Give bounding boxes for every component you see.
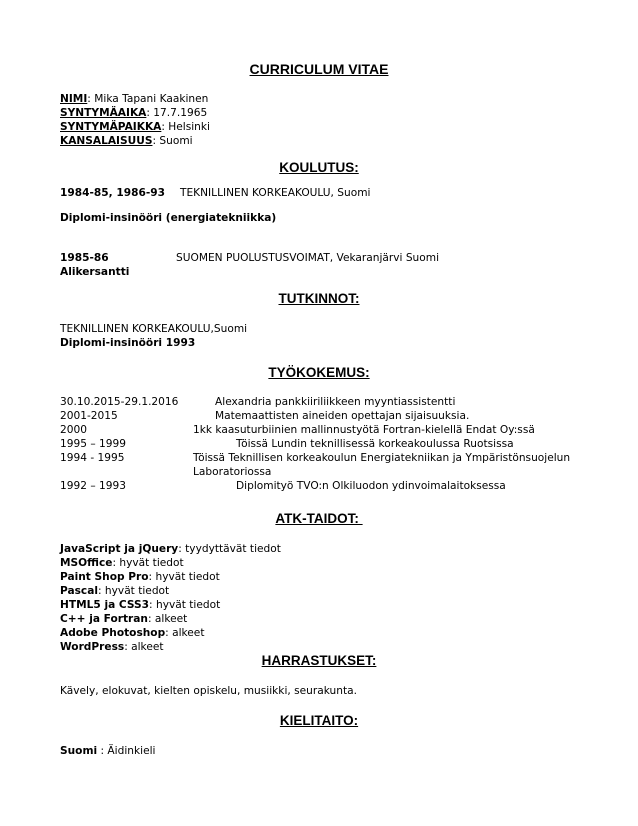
experience-desc: Matemaattisten aineiden opettajan sijaisuuksia. — [215, 410, 470, 422]
personal-birthdate: SYNTYMÄAIKA: 17.7.1965 — [60, 107, 208, 119]
experience-desc: Töissä Lundin teknillisessä korkeakoulussa Ruotsissa — [236, 438, 514, 450]
experience-date: 30.10.2015-29.1.2016 — [60, 396, 179, 408]
experience-date: 1995 – 1999 — [60, 438, 126, 450]
experience-desc-continued: Laboratoriossa — [193, 466, 272, 478]
personal-birthplace: SYNTYMÄPAIKKA: Helsinki — [60, 121, 210, 133]
it-skills-heading: ATK-TAIDOT: — [275, 511, 363, 526]
degrees-school: TEKNILLINEN KORKEAKOULU,Suomi — [60, 323, 248, 335]
experience-desc: Töissä Teknillisen korkeakoulun Energiatekniikan ja Ympäristönsuojelun — [193, 452, 571, 464]
experience-desc: Diplomityö TVO:n Olkiluodon ydinvoimalaitoksessa — [236, 480, 506, 492]
experience-date: 2001-2015 — [60, 410, 118, 422]
education-years-2: 1985-86 — [60, 252, 109, 264]
experience-heading: TYÖKOKEMUS: — [268, 365, 370, 380]
experience-date: 1994 - 1995 — [60, 452, 125, 464]
experience-date: 1992 – 1993 — [60, 480, 126, 492]
degrees-heading: TUTKINNOT: — [278, 291, 360, 306]
experience-date: 2000 — [60, 424, 87, 436]
it-skill-item: MSOffice: hyvät tiedot — [60, 557, 184, 569]
language-item: Suomi : Äidinkieli — [60, 745, 156, 757]
it-skill-item: C++ ja Fortran: alkeet — [60, 613, 188, 625]
it-skill-item: WordPress: alkeet — [60, 641, 164, 653]
personal-nationality: KANSALAISUUS: Suomi — [60, 135, 193, 147]
hobbies-text: Kävely, elokuvat, kielten opiskelu, musiikki, seurakunta. — [60, 685, 357, 697]
it-skill-item: Pascal: hyvät tiedot — [60, 585, 170, 597]
it-skill-item: Paint Shop Pro: hyvät tiedot — [60, 571, 220, 583]
education-school-1: TEKNILLINEN KORKEAKOULU, Suomi — [180, 187, 371, 199]
personal-name: NIMI: Mika Tapani Kaakinen — [60, 93, 209, 105]
education-school-2: SUOMEN PUOLUSTUSVOIMAT, Vekaranjärvi Suomi — [176, 252, 440, 264]
it-skill-item: JavaScript ja jQuery: tyydyttävät tiedot — [60, 543, 281, 555]
page-title: CURRICULUM VITAE — [249, 61, 389, 77]
education-years-1: 1984-85, 1986-93 — [60, 187, 165, 199]
experience-desc: Alexandria pankkiiriliikkeen myyntiassistentti — [215, 396, 456, 408]
hobbies-heading: HARRASTUKSET: — [261, 653, 377, 668]
education-rank: Alikersantti — [60, 266, 130, 278]
languages-heading: KIELITAITO: — [279, 713, 359, 728]
experience-desc: 1kk kaasuturbiinien mallinnustyötä Fortran-kielellä Endat Oy:ssä — [193, 424, 535, 436]
education-heading: KOULUTUS: — [279, 160, 359, 175]
degrees-degree: Diplomi-insinööri 1993 — [60, 337, 196, 349]
education-degree-1: Diplomi-insinööri (energiatekniikka) — [60, 212, 277, 224]
it-skill-item: Adobe Photoshop: alkeet — [60, 627, 205, 639]
it-skill-item: HTML5 ja CSS3: hyvät tiedot — [60, 599, 221, 611]
